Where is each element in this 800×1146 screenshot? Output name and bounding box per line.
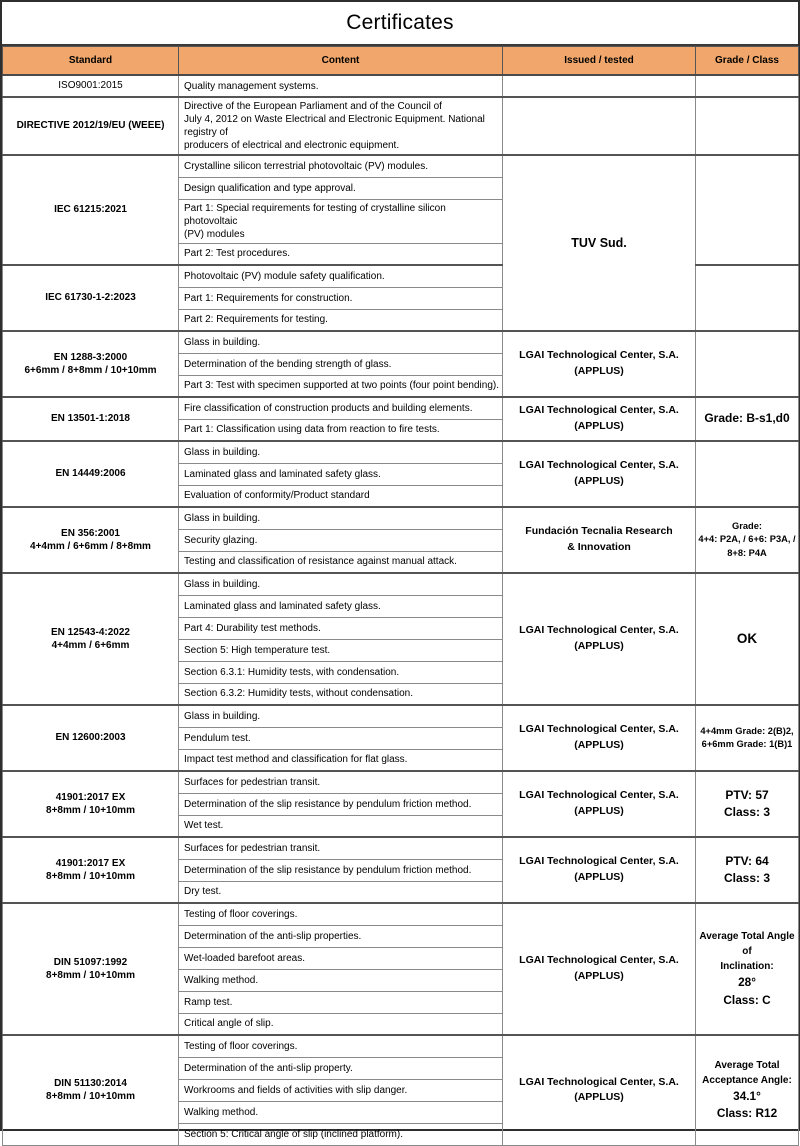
text-line: (APPLUS) bbox=[574, 640, 624, 652]
text-line: Class: 3 bbox=[723, 805, 771, 819]
text-line: EN 13501-1:2018 bbox=[51, 413, 130, 425]
content-cell bbox=[179, 661, 503, 683]
text-line: PTV: 57 bbox=[725, 787, 769, 802]
text-line: EN 12543-4:2022 bbox=[51, 626, 130, 638]
content-cell bbox=[179, 243, 503, 265]
text-line: Surfaces for pedestrian transit. bbox=[184, 776, 321, 788]
grade-cell bbox=[696, 507, 799, 573]
text-line: DIRECTIVE 2012/19/EU (WEEE) bbox=[16, 120, 165, 132]
grade-cell bbox=[696, 705, 799, 771]
text-line: LGAI Technological Center, S.A. bbox=[519, 954, 679, 967]
text-line: OK bbox=[736, 631, 758, 647]
text-line: Fire classification of construction products and building elements. bbox=[184, 402, 473, 414]
content-cell bbox=[179, 485, 503, 507]
text-line: Impact test method and classification for flat glass. bbox=[184, 754, 408, 766]
table-row bbox=[3, 441, 799, 463]
text-line: LGAI Technological Center, S.A. bbox=[519, 624, 679, 637]
text-line: EN 12600:2003 bbox=[55, 732, 126, 744]
text-line: IEC 61215:2021 bbox=[54, 204, 127, 216]
text-line: 6+6mm / 8+8mm / 10+10mm bbox=[24, 365, 157, 376]
content-cell bbox=[179, 947, 503, 969]
text-line: Glass in building. bbox=[184, 578, 261, 590]
text-line: 4+4mm / 6+6mm bbox=[51, 640, 130, 651]
grade-cell bbox=[696, 397, 799, 441]
text-line: Design qualification and type approval. bbox=[184, 182, 356, 194]
text-line: 41901:2017 EX bbox=[55, 791, 126, 803]
text-line: Section 5: High temperature test. bbox=[184, 644, 331, 656]
content-cell bbox=[179, 287, 503, 309]
standard-cell bbox=[3, 507, 179, 573]
content-cell bbox=[179, 1079, 503, 1101]
content-cell bbox=[179, 991, 503, 1013]
content-cell bbox=[179, 683, 503, 705]
table-row bbox=[3, 705, 799, 727]
text-line: Determination of the slip resistance by pendulum friction method. bbox=[184, 864, 472, 876]
text-line: Average Total bbox=[714, 1059, 780, 1071]
text-line: Glass in building. bbox=[184, 336, 261, 348]
content-cell bbox=[179, 529, 503, 551]
table-row bbox=[3, 1035, 799, 1057]
grade-cell bbox=[696, 265, 799, 331]
text-line: (APPLUS) bbox=[574, 365, 624, 377]
grade-cell bbox=[696, 97, 799, 155]
issued-cell bbox=[503, 397, 696, 441]
text-line: EN 356:2001 bbox=[61, 527, 120, 539]
text-line: Security glazing. bbox=[184, 534, 258, 546]
table-row bbox=[3, 573, 799, 595]
table-row bbox=[3, 331, 799, 353]
text-line: July 4, 2012 on Waste Electrical and Electronic Equipment. National registry of bbox=[184, 114, 485, 138]
text-line: Determination of the bending strength of glass. bbox=[184, 358, 392, 370]
standard-cell bbox=[3, 97, 179, 155]
text-line: ISO9001:2015 bbox=[58, 80, 123, 92]
text-line: Glass in building. bbox=[184, 710, 261, 722]
text-line: LGAI Technological Center, S.A. bbox=[519, 349, 679, 362]
content-cell bbox=[179, 1123, 503, 1145]
content-cell bbox=[179, 859, 503, 881]
text-line: Grade: B-s1,d0 bbox=[704, 411, 790, 426]
text-line: 8+8: P4A bbox=[727, 547, 767, 558]
text-line: Dry test. bbox=[184, 886, 222, 898]
text-line: LGAI Technological Center, S.A. bbox=[519, 404, 679, 417]
table-row bbox=[3, 97, 799, 155]
text-line: Testing of floor coverings. bbox=[184, 908, 298, 920]
column-header-issued-tested: Issued / tested bbox=[503, 47, 696, 76]
text-line: Glass in building. bbox=[184, 446, 261, 458]
text-line: Part 3: Test with specimen supported at two points (four point bending). bbox=[184, 380, 499, 392]
text-line: & Innovation bbox=[567, 541, 631, 553]
text-line: (APPLUS) bbox=[574, 420, 624, 432]
content-cell bbox=[179, 353, 503, 375]
text-line: Walking method. bbox=[184, 974, 259, 986]
standard-cell bbox=[3, 573, 179, 705]
text-line: 41901:2017 EX bbox=[55, 857, 126, 869]
content-cell bbox=[179, 837, 503, 859]
issued-cell bbox=[503, 155, 696, 331]
table-row bbox=[3, 771, 799, 793]
column-header-content: Content bbox=[179, 47, 503, 76]
text-line: 8+8mm / 10+10mm bbox=[46, 1091, 135, 1103]
text-line: Part 4: Durability test methods. bbox=[184, 622, 321, 634]
text-line: 34.1° bbox=[733, 1088, 761, 1103]
issued-cell bbox=[503, 331, 696, 397]
text-line: LGAI Technological Center, S.A. bbox=[519, 1075, 679, 1088]
text-line: DIN 51097:1992 bbox=[53, 956, 128, 968]
table-row bbox=[3, 75, 799, 97]
table-row bbox=[3, 397, 799, 419]
text-line: LGAI Technological Center, S.A. bbox=[519, 459, 679, 472]
text-line: (PV) modules bbox=[184, 228, 245, 240]
text-line: DIN 51130:2014 bbox=[54, 1077, 127, 1089]
content-cell bbox=[179, 705, 503, 727]
text-line: (APPLUS) bbox=[574, 475, 624, 487]
content-cell bbox=[179, 793, 503, 815]
text-line: Crystalline silicon terrestrial photovoltaic (PV) modules. bbox=[184, 160, 428, 172]
text-line: Acceptance Angle: bbox=[702, 1074, 792, 1086]
content-cell bbox=[179, 331, 503, 353]
issued-cell bbox=[503, 837, 696, 903]
content-cell bbox=[179, 595, 503, 617]
content-cell bbox=[179, 265, 503, 287]
content-cell bbox=[179, 749, 503, 771]
text-line: Evaluation of conformity/Product standard bbox=[184, 490, 370, 502]
text-line: 8+8mm / 10+10mm bbox=[46, 805, 135, 816]
text-line: 4+4mm / 6+6mm / 8+8mm bbox=[30, 541, 151, 552]
text-line: Class: 3 bbox=[723, 871, 771, 885]
content-cell bbox=[179, 419, 503, 441]
text-line: Wet-loaded barefoot areas. bbox=[184, 952, 306, 964]
content-cell bbox=[179, 463, 503, 485]
text-line: Pendulum test. bbox=[184, 732, 251, 744]
table-row bbox=[3, 155, 799, 177]
grade-cell bbox=[696, 771, 799, 837]
column-header-standard: Standard bbox=[3, 47, 179, 76]
text-line: 8+8mm / 10+10mm bbox=[46, 970, 135, 981]
content-cell bbox=[179, 1013, 503, 1035]
content-cell bbox=[179, 75, 503, 97]
text-line: Fundación Tecnalia Research bbox=[525, 525, 673, 538]
header-row bbox=[3, 47, 799, 76]
standard-cell bbox=[3, 771, 179, 837]
grade-cell bbox=[696, 441, 799, 507]
content-cell bbox=[179, 199, 503, 243]
text-line: Section 6.3.2: Humidity tests, without condensation. bbox=[184, 688, 414, 700]
text-line: Surfaces for pedestrian transit. bbox=[184, 842, 321, 854]
text-line: EN 14449:2006 bbox=[55, 468, 126, 480]
content-cell bbox=[179, 815, 503, 837]
standard-cell bbox=[3, 903, 179, 1035]
text-line: Laminated glass and laminated safety glass. bbox=[184, 468, 381, 480]
issued-cell bbox=[503, 1035, 696, 1145]
grade-cell bbox=[696, 331, 799, 397]
content-cell bbox=[179, 1035, 503, 1057]
table-row bbox=[3, 903, 799, 925]
text-line: LGAI Technological Center, S.A. bbox=[519, 789, 679, 802]
content-cell bbox=[179, 397, 503, 419]
text-line: Wet test. bbox=[184, 820, 224, 832]
text-line: (APPLUS) bbox=[574, 1091, 624, 1104]
content-cell bbox=[179, 925, 503, 947]
column-header-grade-class: Grade / Class bbox=[696, 47, 799, 76]
text-line: Workrooms and fields of activities with slip danger. bbox=[184, 1084, 408, 1096]
page-title: Certificates bbox=[2, 2, 798, 46]
content-cell bbox=[179, 97, 503, 155]
text-line: Glass in building. bbox=[184, 512, 261, 524]
content-cell bbox=[179, 177, 503, 199]
issued-cell bbox=[503, 705, 696, 771]
text-line: Inclination: bbox=[720, 960, 774, 972]
grade-cell bbox=[696, 155, 799, 265]
text-line: LGAI Technological Center, S.A. bbox=[519, 855, 679, 868]
standard-cell bbox=[3, 1035, 179, 1145]
text-line: Testing and classification of resistance against manual attack. bbox=[184, 556, 457, 568]
text-line: 6+6mm Grade: 1(B)1 bbox=[701, 739, 793, 749]
text-line: TUV Sud. bbox=[571, 235, 627, 250]
content-cell bbox=[179, 1101, 503, 1123]
issued-cell bbox=[503, 75, 696, 97]
content-cell bbox=[179, 881, 503, 903]
text-line: PTV: 64 bbox=[725, 853, 769, 868]
content-cell bbox=[179, 1057, 503, 1079]
standard-cell bbox=[3, 441, 179, 507]
content-cell bbox=[179, 507, 503, 529]
standard-cell bbox=[3, 75, 179, 97]
standard-cell bbox=[3, 397, 179, 441]
grade-cell bbox=[696, 75, 799, 97]
text-line: (APPLUS) bbox=[574, 871, 624, 883]
text-line: 8+8mm / 10+10mm bbox=[46, 871, 135, 882]
grade-cell bbox=[696, 573, 799, 705]
text-line: EN 1288-3:2000 bbox=[53, 351, 128, 363]
table-row bbox=[3, 507, 799, 529]
content-cell bbox=[179, 969, 503, 991]
text-line: Average Total Angle of bbox=[699, 930, 795, 957]
standard-cell bbox=[3, 155, 179, 265]
standard-cell bbox=[3, 265, 179, 331]
grade-cell bbox=[696, 837, 799, 903]
text-line: Determination of the slip resistance by pendulum friction method. bbox=[184, 798, 472, 810]
table-row bbox=[3, 837, 799, 859]
text-line: (APPLUS) bbox=[574, 739, 624, 751]
grade-cell bbox=[696, 1035, 799, 1145]
content-cell bbox=[179, 771, 503, 793]
text-line: Grade: bbox=[732, 521, 762, 532]
text-line: Part 2: Requirements for testing. bbox=[184, 314, 328, 326]
content-cell bbox=[179, 617, 503, 639]
issued-cell bbox=[503, 441, 696, 507]
text-line: 28° bbox=[738, 974, 756, 989]
text-line: Directive of the European Parliament and of the Council of bbox=[184, 101, 442, 112]
text-line: Class: C bbox=[723, 992, 771, 1007]
content-cell bbox=[179, 903, 503, 925]
certificates-table bbox=[2, 46, 799, 1146]
text-line: Part 1: Special requirements for testing of crystalline silicon photovoltaic bbox=[184, 202, 446, 227]
text-line: Part 2: Test procedures. bbox=[184, 248, 290, 260]
content-cell bbox=[179, 375, 503, 397]
text-line: Photovoltaic (PV) module safety qualification. bbox=[184, 270, 385, 282]
issued-cell bbox=[503, 507, 696, 573]
text-line: Walking method. bbox=[184, 1106, 259, 1118]
text-line: Testing of floor coverings. bbox=[184, 1040, 298, 1052]
text-line: producers of electrical and electronic equipment. bbox=[184, 140, 400, 151]
text-line: (APPLUS) bbox=[574, 805, 624, 817]
text-line: LGAI Technological Center, S.A. bbox=[519, 723, 679, 736]
text-line: Critical angle of slip. bbox=[184, 1018, 274, 1030]
issued-cell bbox=[503, 771, 696, 837]
text-line: Part 1: Requirements for construction. bbox=[184, 292, 353, 304]
content-cell bbox=[179, 309, 503, 331]
issued-cell bbox=[503, 97, 696, 155]
text-line: Section 6.3.1: Humidity tests, with condensation. bbox=[184, 666, 400, 678]
content-cell bbox=[179, 727, 503, 749]
content-cell bbox=[179, 441, 503, 463]
grade-cell bbox=[696, 903, 799, 1035]
standard-cell bbox=[3, 705, 179, 771]
text-line: IEC 61730-1-2:2023 bbox=[45, 292, 136, 304]
text-line: 4+4: P2A, / 6+6: P3A, / bbox=[698, 534, 796, 545]
text-line: Class: R12 bbox=[716, 1106, 778, 1121]
text-line: Laminated glass and laminated safety glass. bbox=[184, 600, 381, 612]
text-line: Determination of the anti-slip properties. bbox=[184, 930, 362, 942]
text-line: Quality management systems. bbox=[184, 80, 319, 92]
text-line: (APPLUS) bbox=[574, 970, 624, 982]
content-cell bbox=[179, 155, 503, 177]
content-cell bbox=[179, 639, 503, 661]
standard-cell bbox=[3, 331, 179, 397]
text-line: 4+4mm Grade: 2(B)2, bbox=[700, 725, 794, 736]
table-body bbox=[3, 75, 799, 1145]
standard-cell bbox=[3, 837, 179, 903]
issued-cell bbox=[503, 903, 696, 1035]
content-cell bbox=[179, 573, 503, 595]
text-line: Determination of the anti-slip property. bbox=[184, 1062, 353, 1074]
text-line: Ramp test. bbox=[184, 996, 233, 1008]
issued-cell bbox=[503, 573, 696, 705]
text-line: Part 1: Classification using data from reaction to fire tests. bbox=[184, 424, 440, 436]
content-cell bbox=[179, 551, 503, 573]
text-line: Section 5: Critical angle of slip (inclined platform). bbox=[184, 1128, 403, 1140]
